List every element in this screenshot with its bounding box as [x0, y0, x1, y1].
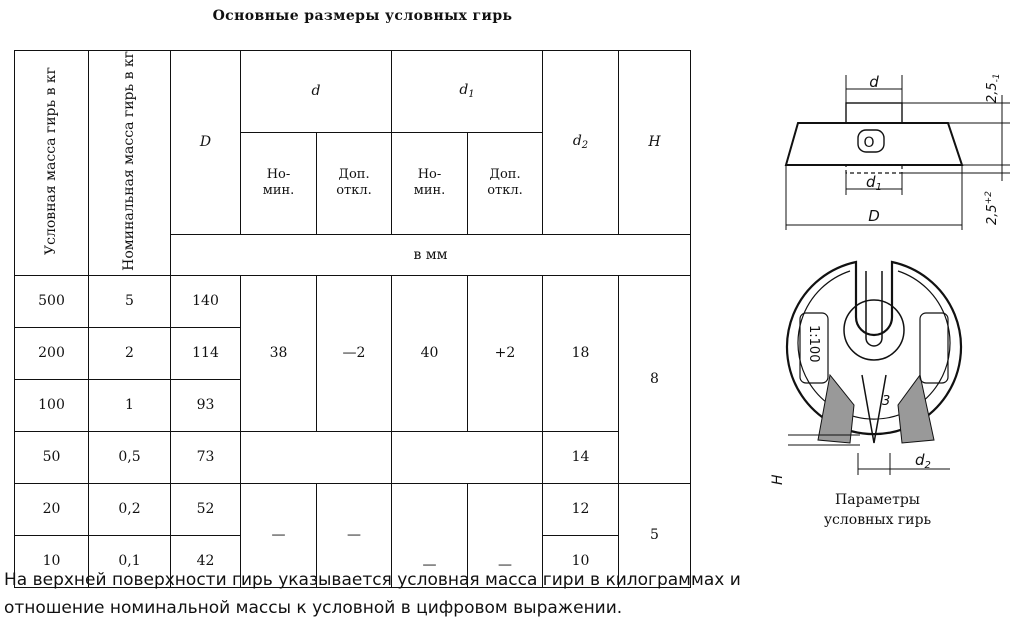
cell-nom-mass: 2 — [89, 327, 171, 379]
label-3: 3 — [882, 394, 891, 409]
label-bottom-thickness: $2,5^{+2}$ — [984, 191, 1000, 225]
cell-d-tolerance: —2 — [317, 275, 392, 431]
cell-d1-tolerance: — — [468, 483, 543, 587]
label-D: D — [868, 207, 880, 225]
cell-D: 93 — [171, 379, 241, 431]
table-row — [15, 483, 691, 535]
cell-d2: 12 — [543, 483, 619, 535]
cell-D: 52 — [171, 483, 241, 535]
cell-nom-mass: 0,5 — [89, 431, 171, 483]
header-D: D — [171, 51, 241, 235]
cell-cond-mass: 100 — [15, 379, 89, 431]
cell-d1-nominal: — — [392, 483, 468, 587]
cell-d2: 14 — [543, 431, 619, 483]
header-d-tolerance: Доп. откл. — [317, 132, 392, 234]
header-conditional-mass: Условная масса гирь в кг — [15, 51, 89, 276]
label-top-thickness: $2,5_{-1}$ — [985, 73, 1002, 103]
header-d-nominal: Но- мин. — [241, 132, 317, 234]
label-d: d — [869, 73, 879, 91]
figure-caption — [790, 490, 965, 531]
description-paragraph — [4, 566, 1004, 622]
cell-d1-tolerance: +2 — [468, 275, 543, 431]
cell-D: 73 — [171, 431, 241, 483]
table-title: Основные размеры условных гирь — [212, 8, 513, 24]
cell-nom-mass: 0,2 — [89, 483, 171, 535]
label-O: O — [863, 135, 875, 151]
cell-d-tolerance: — — [317, 483, 392, 587]
cell-nom-mass: 5 — [89, 275, 171, 327]
label-d2: $d_2$ — [915, 451, 931, 471]
paragraph-line: отношение номинальной массы к условной в цифровом выражении. — [4, 598, 623, 618]
cell-d1-nominal: 40 — [392, 275, 468, 431]
cell-cond-mass: 200 — [15, 327, 89, 379]
weights-drawing — [770, 55, 1015, 495]
header-units: в мм — [171, 234, 691, 275]
cell-d-nominal: 38 — [241, 275, 317, 431]
cell-nom-mass: 1 — [89, 379, 171, 431]
cell-cond-mass: 20 — [15, 483, 89, 535]
cell-H: 8 — [619, 275, 691, 483]
cell-D: 42 — [171, 535, 241, 587]
cell-d2: 18 — [543, 275, 619, 431]
side-view — [786, 73, 1010, 230]
header-d: d — [241, 51, 392, 133]
table-row — [15, 431, 691, 483]
cell-d2: 10 — [543, 535, 619, 587]
label-H: H — [770, 474, 786, 485]
table-row — [15, 275, 691, 327]
top-view — [770, 262, 961, 485]
label-ratio: 1:100 — [806, 325, 821, 363]
paragraph-line: На верхней поверхности гирь указывается условная масса гири в килограммах и — [4, 570, 741, 590]
header-H: H — [619, 51, 691, 235]
header-d2: $d_2$ — [543, 51, 619, 235]
cell-d1-empty — [392, 431, 543, 483]
cell-H: 5 — [619, 483, 691, 587]
cell-nom-mass: 0,1 — [89, 535, 171, 587]
header-nominal-mass: Номинальная масса гирь в кг — [89, 51, 171, 276]
cell-d-nominal: — — [241, 483, 317, 587]
caption-line: Параметры — [835, 492, 920, 508]
label-d1: $d_1$ — [866, 173, 882, 193]
cell-D: 140 — [171, 275, 241, 327]
cell-d-empty — [241, 431, 392, 483]
caption-line: условных гирь — [823, 512, 932, 529]
cell-cond-mass: 500 — [15, 275, 89, 327]
cell-cond-mass: 50 — [15, 431, 89, 483]
header-d1: $d_1$ — [392, 51, 543, 133]
cell-D: 114 — [171, 327, 241, 379]
header-d1-nominal: Но- мин. — [392, 132, 468, 234]
sizes-table — [14, 50, 691, 588]
header-d1-tolerance: Доп. откл. — [468, 132, 543, 234]
cell-cond-mass: 10 — [15, 535, 89, 587]
